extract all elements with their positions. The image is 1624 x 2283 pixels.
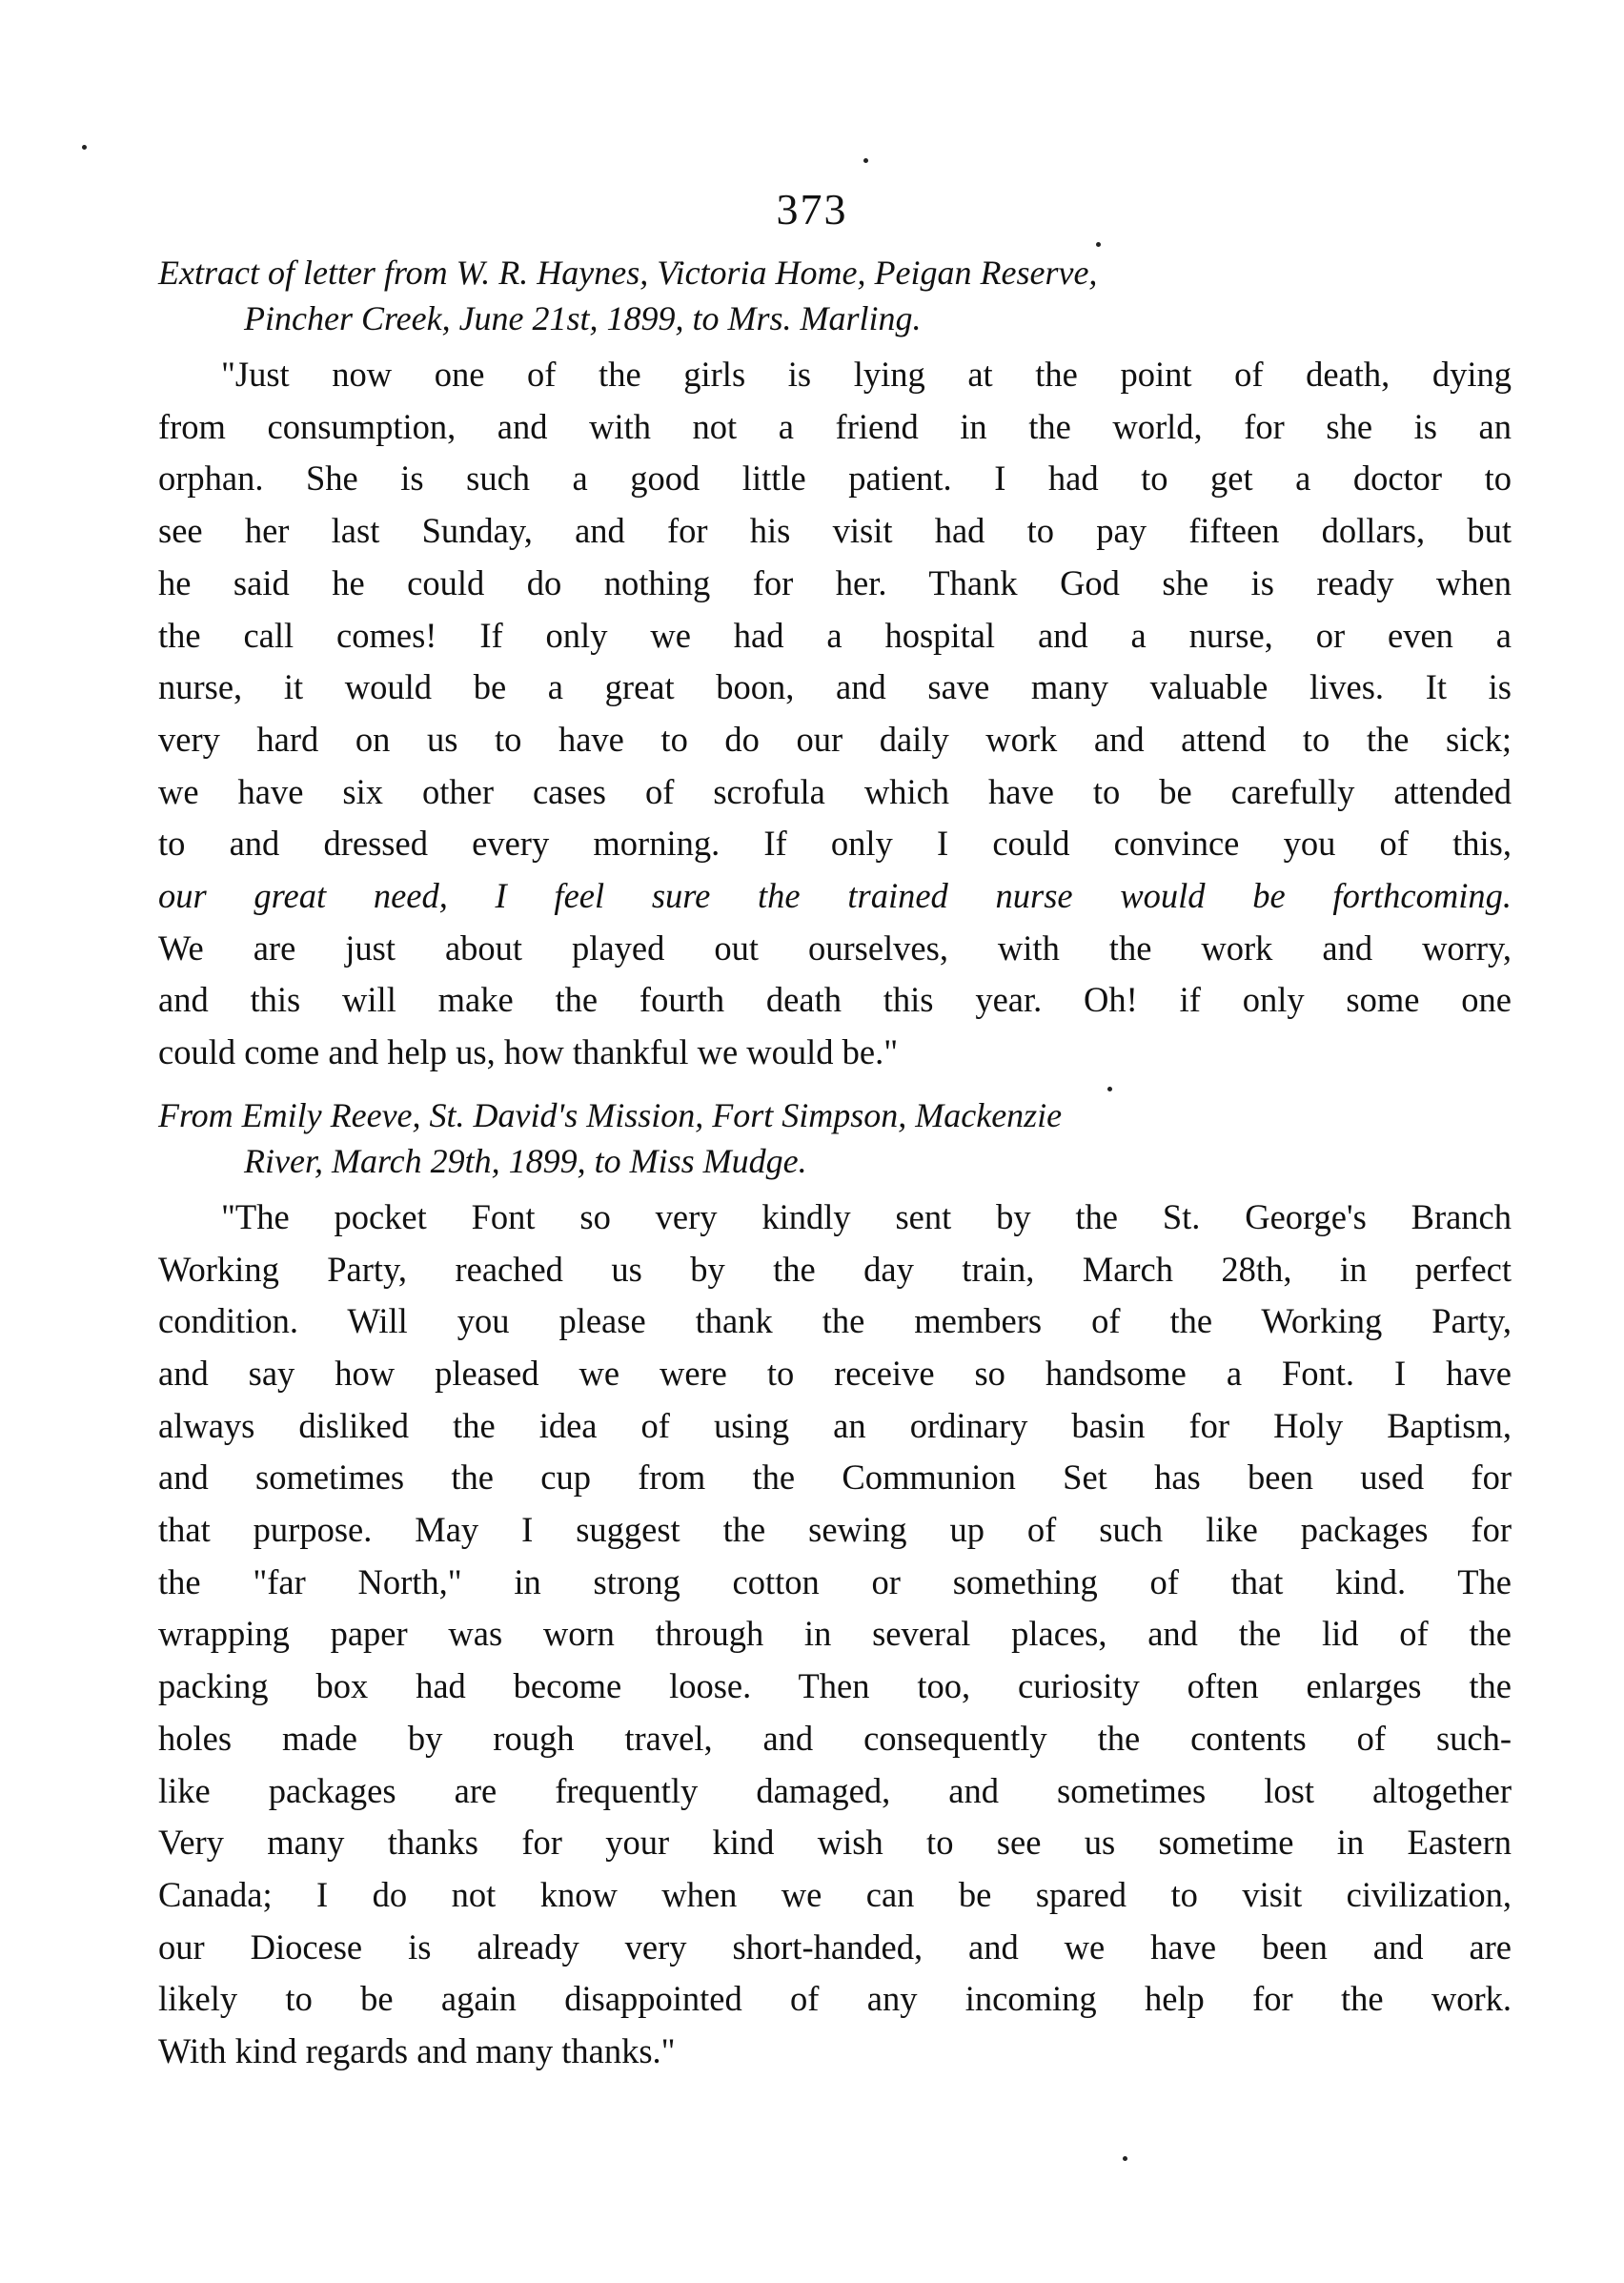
body-line: see her last Sunday, and for his visit had to pay fifteen dollars, but — [158, 511, 1512, 551]
body-line: to and dressed every morning. If only I could convince you of this, — [158, 824, 1512, 864]
letter-heading — [158, 1092, 1512, 1184]
body-line: "Just now one of the girls is lying at the point of death, dying — [221, 355, 1512, 394]
letter-reeve — [158, 1092, 1512, 2078]
text-column — [158, 250, 1512, 2078]
body-line: orphan. She is such a good little patient. I had to get a doctor to — [158, 459, 1512, 499]
body-line: nurse, it would be a great boon, and save many valuable lives. It is — [158, 667, 1512, 707]
body-line: "The pocket Font so very kindly sent by the St. George's Branch — [221, 1196, 1512, 1236]
body-line: very hard on us to have to do our daily work and attend to the sick; — [158, 719, 1512, 759]
body-line: that purpose. May I suggest the sewing up of such like packages for — [158, 1510, 1512, 1550]
body-line: We are just about played out ourselves, with the work and worry, — [158, 927, 1512, 968]
body-line: Canada; I do not know when we can be spared to visit civilization, — [158, 1874, 1512, 1914]
body-line: With kind regards and many thanks." — [158, 2031, 676, 2071]
body-line: could come and help us, how thankful we would be." — [158, 1032, 899, 1072]
heading-line: River, March 29th, 1899, to Miss Mudge. — [244, 1141, 807, 1180]
body-line: Very many thanks for your kind wish to see us sometime in Eastern — [158, 1823, 1512, 1863]
body-line: holes made by rough travel, and consequently the contents of such- — [158, 1718, 1512, 1758]
scan-speck — [82, 145, 87, 150]
body-line: packing box had become loose. Then too, curiosity often enlarges the — [158, 1666, 1512, 1706]
letter-body — [158, 349, 1512, 1079]
body-line: always disliked the idea of using an ordinary basin for Holy Baptism, — [158, 1405, 1512, 1445]
body-line: and this will make the fourth death this year. Oh! if only some one — [158, 980, 1512, 1020]
body-line: we have six other cases of scrofula which have to be carefully attended — [158, 771, 1512, 811]
heading-line: From Emily Reeve, St. David's Mission, Fort Simpson, Mackenzie — [158, 1095, 1063, 1134]
heading-line: Extract of letter from W. R. Haynes, Victoria Home, Peigan Reserve, — [158, 254, 1098, 292]
scan-speck — [1123, 2156, 1127, 2161]
body-line: likely to be again disappointed of any incoming help for the work. — [158, 1979, 1512, 2019]
heading-line: Pincher Creek, June 21st, 1899, to Mrs. Marling. — [244, 299, 922, 337]
body-line: the "far North," in strong cotton or something of that kind. The — [158, 1561, 1512, 1601]
body-line: and say how pleased we were to receive so handsome a Font. I have — [158, 1353, 1512, 1393]
body-line: and sometimes the cup from the Communion Set has been used for — [158, 1457, 1512, 1498]
body-line: wrapping paper was worn through in several places, and the lid of the — [158, 1614, 1512, 1654]
body-line: the call comes! If only we had a hospital and a nurse, or even a — [158, 615, 1512, 655]
body-line: from consumption, and with not a friend in the world, for she is an — [158, 406, 1512, 446]
letter-body — [158, 1192, 1512, 2078]
body-line: our Diocese is already very short-handed, and we have been and are — [158, 1926, 1512, 1967]
body-line: our great need, I feel sure the trained nurse would be forthcoming. — [158, 876, 1512, 916]
body-line: Working Party, reached us by the day train, March 28th, in perfect — [158, 1249, 1512, 1289]
scan-speck — [863, 158, 868, 163]
letter-haynes — [158, 250, 1512, 1079]
body-line: like packages are frequently damaged, and sometimes lost altogether — [158, 1770, 1512, 1810]
body-line: he said he could do nothing for her. Thank God she is ready when — [158, 562, 1512, 602]
scan-speck — [1096, 242, 1101, 247]
body-line: condition. Will you please thank the members of the Working Party, — [158, 1301, 1512, 1341]
page-number: 373 — [776, 185, 848, 234]
letter-heading — [158, 250, 1512, 341]
